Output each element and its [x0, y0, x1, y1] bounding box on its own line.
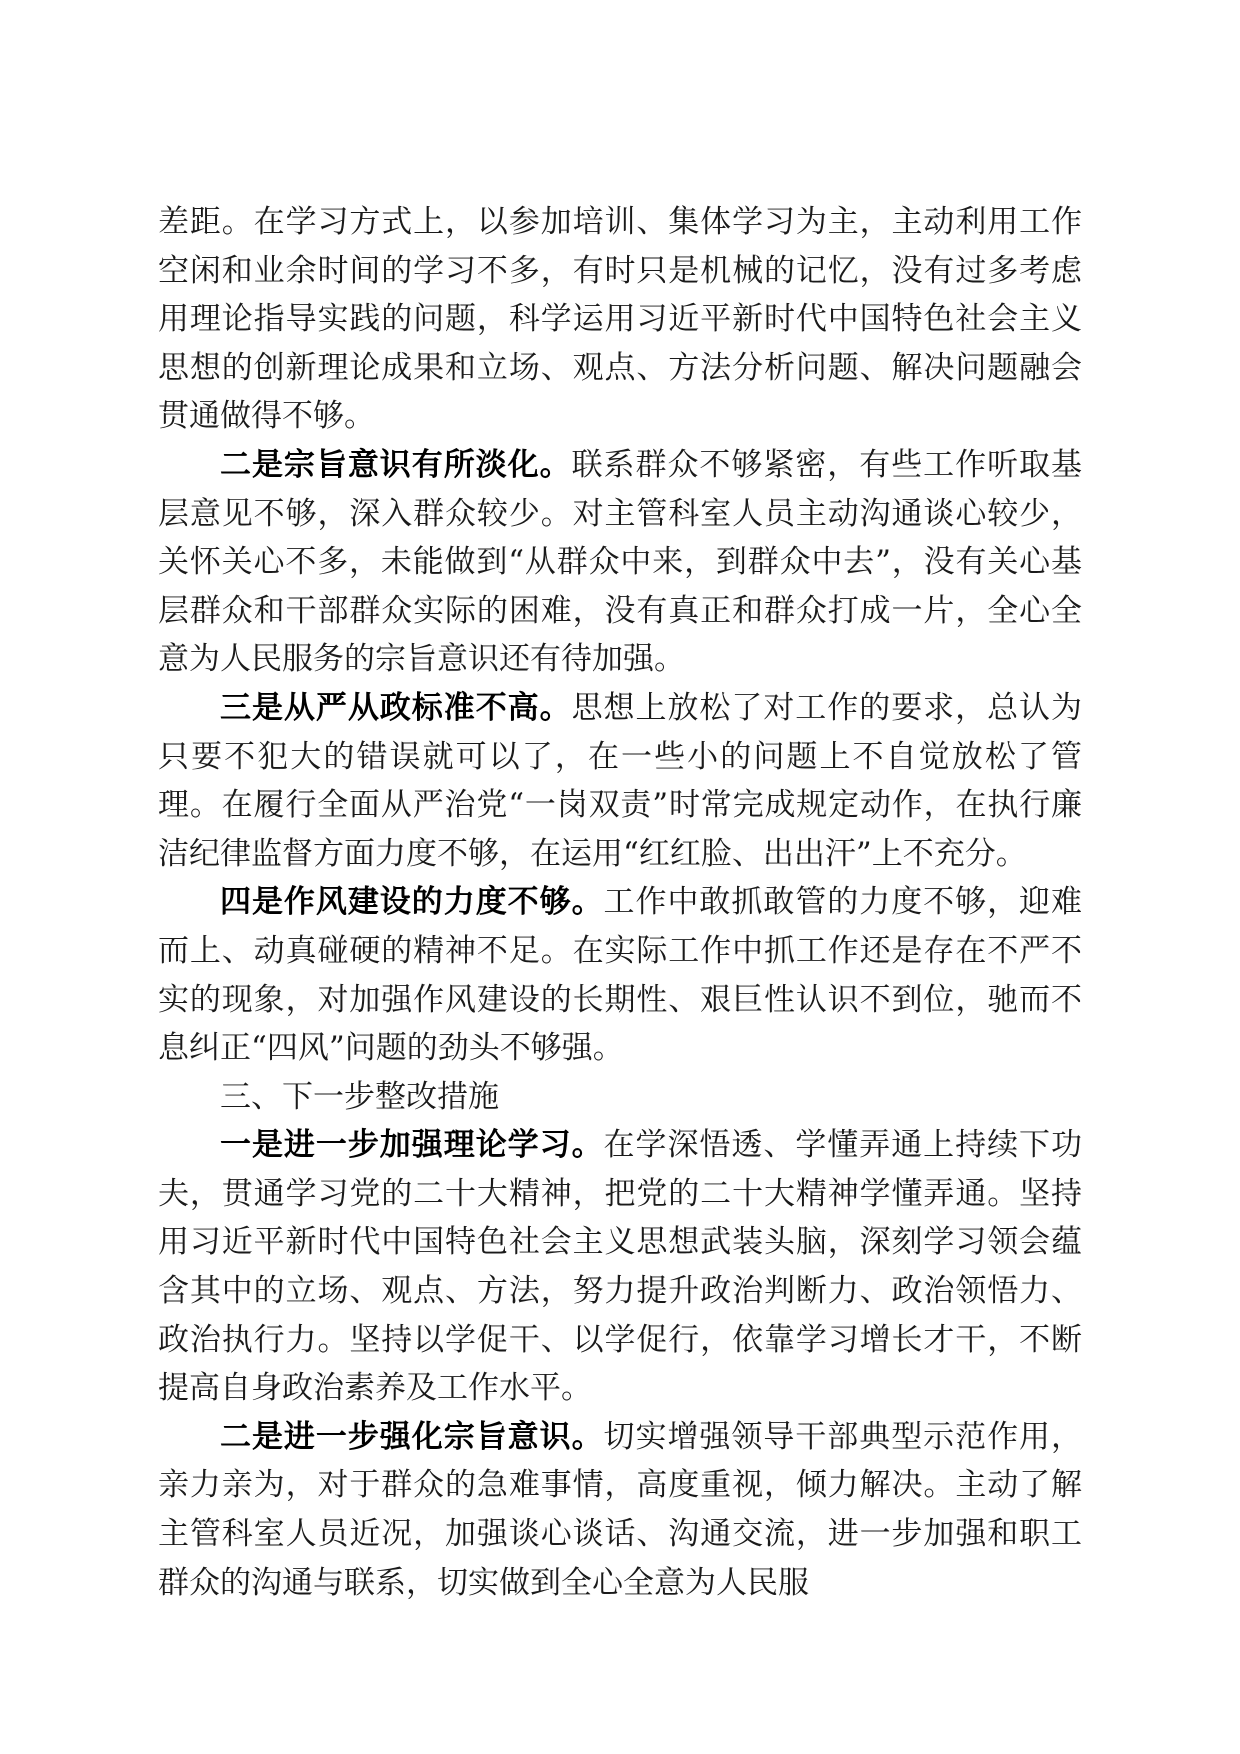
paragraph-purpose-awareness	[158, 441, 1082, 684]
paragraph-heading: 二是宗旨意识有所淡化。	[220, 446, 572, 483]
paragraph-body: 工作中敢抓敢管的力度不够，迎难而上、动真碰硬的精神不足。在实际工作中抓工作还是存在不严不实的现象，对加强作风建设的长期性、艰巨性认识不到位，驰而不息纠正“四风”问题的劲头不够强。	[158, 884, 1083, 1067]
section-heading-next-steps	[158, 1073, 1082, 1122]
paragraph-heading: 四是作风建设的力度不够。	[220, 884, 604, 921]
paragraph-body: 联系群众不够紧密，有些工作听取基层意见不够，深入群众较少。对主管科室人员主动沟通谈心较少，关怀关心不多，未能做到“从群众中来，到群众中去”，没有关心基层群众和干部群众实际的困难，没有真正和群众打成一片，全心全意为人民服务的宗旨意识还有待加强。	[158, 446, 1082, 678]
paragraph-heading: 一是进一步加强理论学习。	[220, 1127, 604, 1164]
paragraph-continuation	[158, 198, 1082, 441]
paragraph-body: 差距。在学习方式上，以参加培训、集体学习为主，主动利用工作空闲和业余时间的学习不多，有时只是机械的记忆，没有过多考虑用理论指导实践的问题，科学运用习近平新时代中国特色社会主义思想的创新理论成果和立场、观点、方法分析问题、解决问题融会贯通做得不够。	[158, 204, 1082, 435]
paragraph-body: 切实增强领导干部典型示范作用，亲力亲为，对于群众的急难事情，高度重视，倾力解决。主动了解主管科室人员近况，加强谈心谈话、沟通交流，进一步加强和职工群众的沟通与联系，切实做到全心全意为人民服	[158, 1418, 1083, 1601]
section-heading-text: 三、下一步整改措施	[220, 1078, 499, 1115]
document-page	[158, 198, 1082, 1607]
paragraph-body: 在学深悟透、学懂弄通上持续下功夫，贯通学习党的二十大精神，把党的二十大精神学懂弄通。坚持用习近平新时代中国特色社会主义思想武装头脑，深刻学习领会蕴含其中的立场、观点、方法，努力提升政治判断力、政治领悟力、政治执行力。坚持以学促干、以学促行，依靠学习增长才干，不断提高自身政治素养及工作水平。	[158, 1127, 1083, 1407]
paragraph-heading: 二是进一步强化宗旨意识。	[220, 1418, 604, 1455]
paragraph-heading: 三是从严从政标准不高。	[220, 689, 572, 726]
paragraph-body: 思想上放松了对工作的要求，总认为只要不犯大的错误就可以了，在一些小的问题上不自觉放松了管理。在履行全面从严治党“一岗双责”时常完成规定动作，在执行廉洁纪律监督方面力度不够，在运用“红红脸、出出汗”上不充分。	[158, 689, 1082, 872]
paragraph-strict-standards	[158, 684, 1082, 878]
paragraph-strengthen-purpose	[158, 1413, 1082, 1607]
paragraph-work-style	[158, 878, 1082, 1072]
paragraph-theory-study	[158, 1121, 1082, 1413]
